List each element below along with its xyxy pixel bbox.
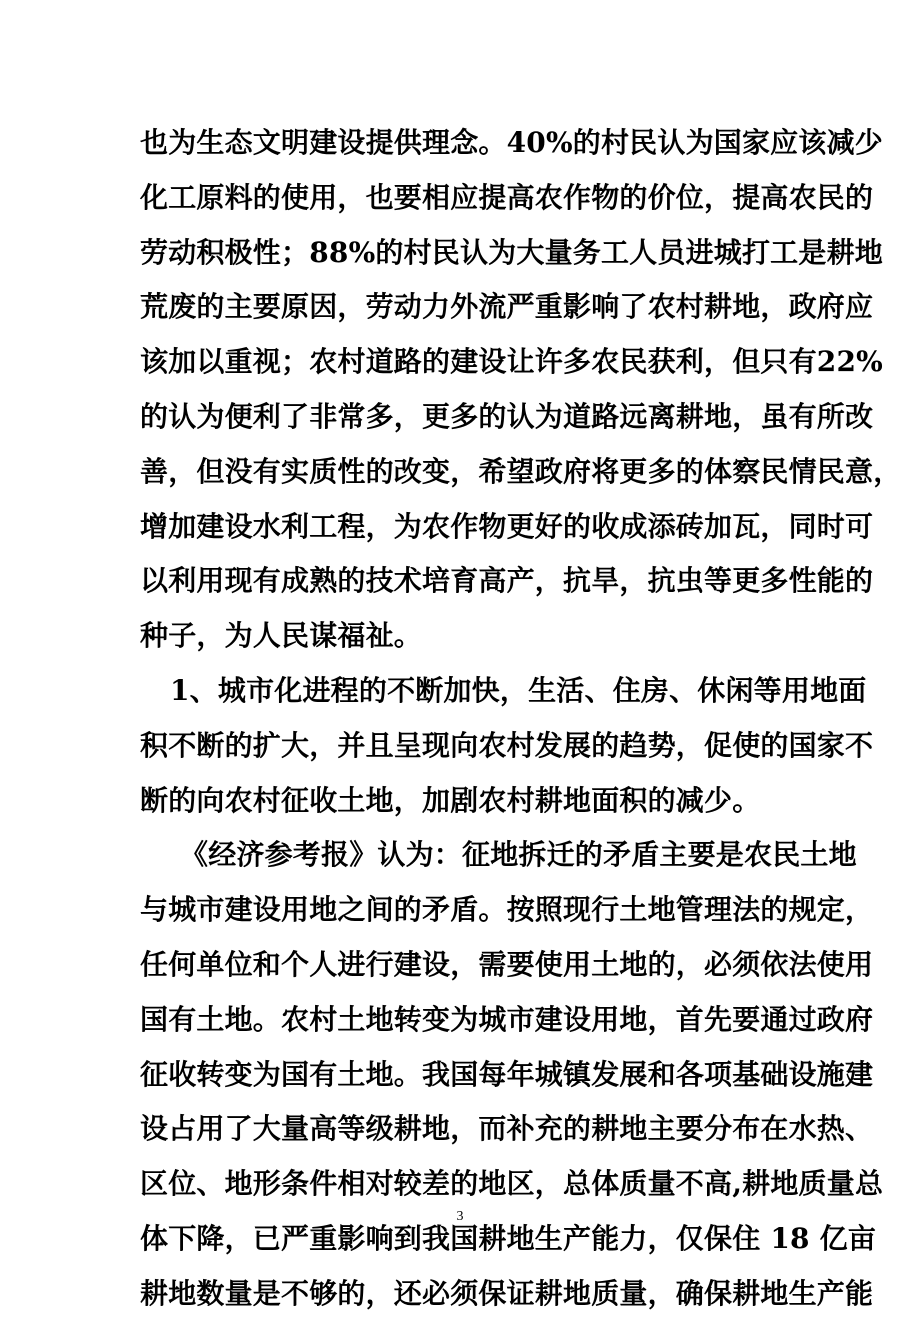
- text-line: 征收转变为国有土地。我国每年城镇发展和各项基础设施建: [140, 1057, 874, 1091]
- text-line: 1、城市化进程的不断加快，生活、住房、休闲等用地面: [170, 673, 867, 707]
- text-line: 荒废的主要原因，劳动力外流严重影响了农村耕地，政府应: [140, 290, 874, 324]
- text-line: 该加以重视；农村道路的建设让许多农民获利，但只有22%: [140, 345, 883, 379]
- text-line: 善，但没有实质性的改变，希望政府将更多的体察民情民意，: [140, 454, 902, 488]
- text-line: 积不断的扩大，并且呈现向农村发展的趋势，促使的国家不: [140, 728, 874, 762]
- text-line: 与城市建设用地之间的矛盾。按照现行土地管理法的规定，: [140, 893, 874, 927]
- paragraph-2: [140, 664, 874, 828]
- text-line: 化工原料的使用，也要相应提高农作物的价位，提高农民的: [140, 180, 874, 214]
- text-line: 断的向农村征收土地，加剧农村耕地面积的减少。: [140, 783, 761, 817]
- text-line: 国有土地。农村土地转变为城市建设用地，首先要通过政府: [140, 1002, 874, 1036]
- text-line: 体下降，已严重影响到我国耕地生产能力，仅保住 18 亿亩: [140, 1221, 877, 1255]
- text-line: 区位、地形条件相对较差的地区，总体质量不高,耕地质量总: [140, 1167, 884, 1201]
- page-number: 3: [456, 1209, 464, 1224]
- text-line: 增加建设水利工程，为农作物更好的收成添砖加瓦，同时可: [140, 509, 874, 543]
- body-text: [140, 116, 902, 1322]
- text-line: 种子，为人民谋福祉。: [140, 619, 423, 653]
- text-line: 以利用现有成熟的技术培育高产，抗旱，抗虫等更多性能的: [140, 564, 874, 598]
- text-line: 设占用了大量高等级耕地，而补充的耕地主要分布在水热、: [140, 1112, 874, 1146]
- text-line: 的认为便利了非常多，更多的认为道路远离耕地，虽有所改: [140, 399, 874, 433]
- text-line: 任何单位和个人进行建设，需要使用土地的，必须依法使用: [140, 947, 874, 981]
- text-line: 劳动积极性；88%的村民认为大量务工人员进城打工是耕地: [140, 235, 883, 269]
- paragraph-3: [140, 828, 884, 1321]
- text-line: 耕地数量是不够的，还必须保证耕地质量，确保耕地生产能: [140, 1276, 874, 1310]
- paragraph-1: [140, 116, 902, 664]
- text-line: 也为生态文明建设提供理念。40%的村民认为国家应该减少: [140, 126, 883, 159]
- text-line: 《经济参考报》认为：征地拆迁的矛盾主要是农民土地: [180, 838, 857, 872]
